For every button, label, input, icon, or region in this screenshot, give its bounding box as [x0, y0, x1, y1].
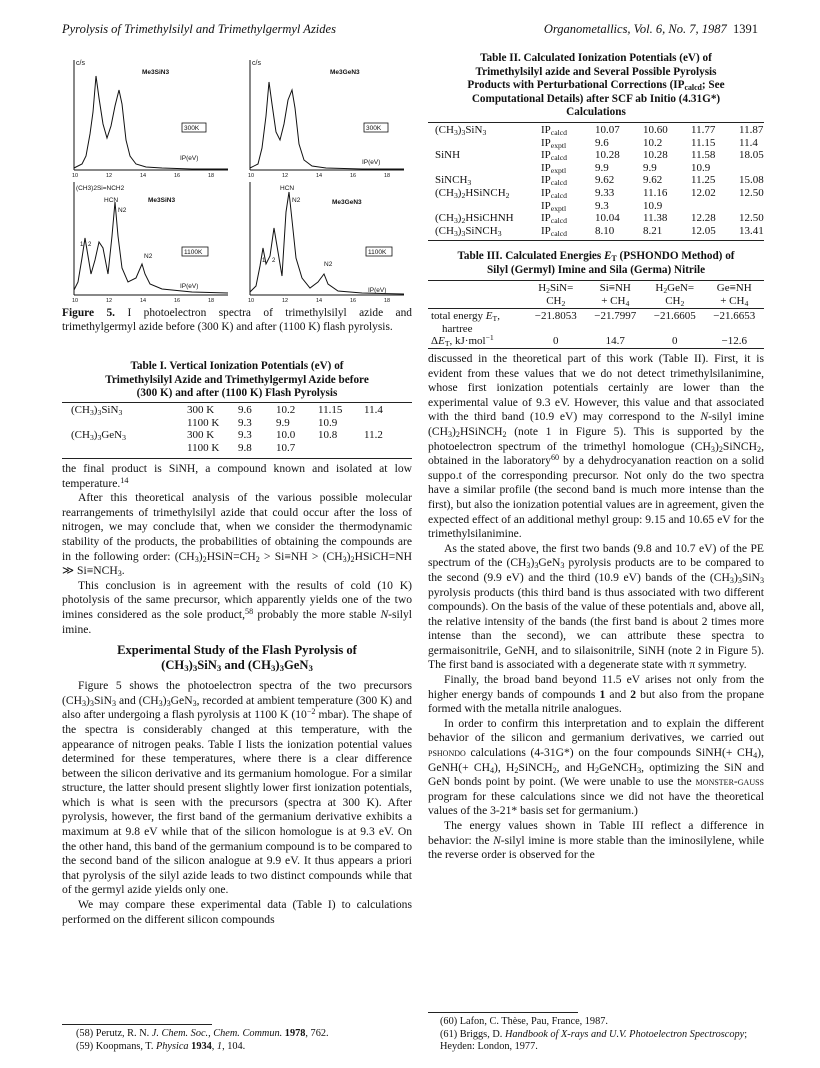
type-cell: $IP_{calcd}$	[541, 174, 567, 188]
table-row	[432, 225, 767, 238]
type-cell: $IP_{exptl}$	[541, 161, 567, 175]
value-cell: 9.3	[238, 416, 252, 429]
value-cell: 11.77	[691, 124, 716, 136]
value-cell: 8.21	[643, 224, 663, 237]
br-peak-n2b: N2	[324, 261, 333, 268]
value-cell: 10.0	[276, 429, 296, 442]
temp-cell: 300 K	[187, 404, 215, 416]
figure-caption-label: Figure 5.	[62, 307, 116, 319]
table-row	[432, 137, 767, 150]
value-cell: 12.28	[691, 212, 716, 225]
table-2-title-line: Table II. Calculated Ionization Potentials (eV) of	[480, 52, 712, 64]
tl-xlabel: IP(eV)	[180, 155, 199, 162]
svg-text:1: 1	[80, 242, 84, 248]
x-tick-label: 16	[174, 298, 181, 304]
x-tick-label: 16	[350, 298, 357, 304]
value-cell: 10.9	[318, 416, 338, 429]
value-cell: 11.15	[318, 404, 343, 416]
compound-cell: SiNH	[435, 149, 461, 162]
bl-xlabel: IP(eV)	[180, 283, 199, 290]
value-cell: 9.9	[276, 416, 290, 429]
value-cell: 9.9	[643, 161, 657, 174]
col-header: Si≡NH + $CH_4$	[599, 282, 631, 308]
value-cell: 10.04	[595, 212, 620, 225]
compound-cell: SiNCH$_3$	[435, 174, 472, 188]
table-row	[428, 310, 764, 323]
figure-5-spectra	[62, 52, 414, 304]
value-cell: 9.3	[238, 429, 252, 442]
value-cell: 9.8	[238, 441, 252, 454]
footnote-58: (58) Perutz, R. N. J. Chem. Soc., Chem. Commun. 1978, 762.	[76, 1028, 329, 1039]
value-cell: 10.2	[643, 136, 663, 149]
table-row	[68, 429, 386, 442]
table-row	[428, 335, 764, 348]
value-cell: 11.15	[691, 136, 716, 149]
x-tick-label: 18	[208, 173, 215, 179]
table-row	[428, 323, 764, 336]
value-cell: 14.7	[605, 335, 625, 348]
temp-cell: 1100 K	[187, 416, 220, 429]
bl-note: (CH3)2Si=NCH2	[76, 185, 125, 192]
tr-compound: Me3GeN3	[330, 69, 360, 76]
x-tick-label: 16	[174, 173, 181, 179]
paragraph: As the stated above, the first two bands (9.8 and 10.7 eV) of the PE spectrum of the $(CH_3)_3GeN_3$ pyrolysis products are to be compared to the second (9.9 eV) and the third (10.9 eV) bands of the $(CH_3)_3SiN_3$ pyrolysis products (this third band is thus associated with two different compounds). On the basis of the value of these potentials and, above all, the relative intensity of the bands (the first band is about 2 times more intense than the second), we can attribute these spectra to germaisonitrile, GeNH, and to silaisonitrile, SiNH (note 2 in Figure 5). The first band is associated with a degenerate state with π symmetry.	[428, 541, 764, 672]
table-row	[68, 417, 386, 430]
footnotes-right	[440, 1016, 764, 1054]
type-cell: $IP_{calcd}$	[541, 186, 567, 200]
figure-5-caption	[62, 306, 412, 334]
value-cell: 10.8	[318, 429, 338, 442]
value-cell: 10.60	[643, 124, 668, 136]
journal-citation: Organometallics, Vol. 6, No. 7, 1987	[543, 22, 727, 36]
temp-cell: 1100 K	[187, 441, 220, 454]
value-cell: 10.28	[643, 149, 668, 162]
value-cell: 10.9	[643, 199, 663, 212]
row-label: total energy $E_T$,	[431, 310, 500, 324]
bl-peak-n2: N2	[118, 207, 127, 214]
bl-compound: Me3SiN3	[148, 197, 176, 204]
table-1-title	[62, 360, 412, 401]
paragraph: We may compare these experimental data (Table I) to calculations performed on the different silicon compounds	[62, 898, 412, 926]
col-header: $H_2SiN=$ $CH_2$	[538, 282, 574, 308]
x-tick-label: 12	[106, 298, 113, 304]
table-2-rule	[428, 122, 764, 123]
x-tick-label: 10	[72, 173, 79, 179]
value-cell: 9.6	[595, 136, 609, 149]
x-tick-label: 14	[140, 298, 147, 304]
table-row	[432, 124, 767, 137]
bl-temp: 1100K	[184, 249, 203, 256]
compound-cell: $(CH_3)_2HSiNCH_2$	[435, 186, 510, 200]
type-cell: $IP_{calcd}$	[541, 224, 567, 238]
paragraph: the final product is SiNH, a compound known and isolated at low temperature.$^{14}$	[62, 462, 412, 490]
page-number: 1391	[733, 22, 758, 36]
x-tick-label: 18	[384, 298, 391, 304]
svg-text:2: 2	[272, 258, 276, 264]
table-1-title-line: Table I. Vertical Ionization Potentials (eV) of	[130, 360, 344, 372]
type-cell: $IP_{calcd}$	[541, 212, 567, 226]
table-3-title	[428, 250, 764, 277]
svg-text:2: 2	[88, 242, 92, 248]
value-cell: 18.05	[739, 149, 764, 162]
table-2-bottom-rule	[428, 240, 764, 241]
type-cell: $IP_{exptl}$	[541, 199, 567, 213]
br-compound: Me3GeN3	[332, 199, 362, 206]
bl-peak-hcn: HCN	[104, 197, 119, 204]
compound-cell: $(CH_3)_3GeN_3$	[71, 429, 126, 443]
x-tick-label: 10	[248, 298, 255, 304]
x-tick-label: 10	[248, 173, 255, 179]
x-tick-label: 10	[72, 298, 79, 304]
value-cell: 12.05	[691, 224, 716, 237]
br-temp: 1100K	[368, 249, 387, 256]
table-2-title	[428, 52, 764, 120]
value-cell: 9.62	[595, 174, 615, 187]
table-2-title-line: Trimethylsilyl azide and Several Possible Pyrolysis	[475, 65, 717, 78]
value-cell: 10.07	[595, 124, 620, 136]
paragraph: This conclusion is in agreement with the results of cold (10 K) photolysis of the same precursor, which apparently yields one of the two imines considered as the sole product,$^{58}$ probably the more stable N-silyl imine.	[62, 578, 413, 636]
table-row	[432, 149, 767, 162]
value-cell: 10.7	[276, 441, 296, 454]
br-xlabel: IP(eV)	[368, 287, 387, 294]
tr-temp: 300K	[366, 125, 382, 132]
x-tick-label: 14	[316, 298, 323, 304]
type-cell: $IP_{calcd}$	[541, 149, 567, 163]
value-cell: −21.7997	[594, 310, 637, 323]
value-cell: 12.50	[739, 186, 764, 199]
x-tick-label: 14	[316, 173, 323, 179]
type-cell: $IP_{exptl}$	[541, 136, 567, 150]
table-1	[68, 404, 386, 454]
value-cell: 12.50	[739, 212, 764, 225]
table-2-title-line: Computational Details) after SCF ab Initio (4.31G*)	[471, 92, 721, 105]
table-row	[68, 442, 386, 455]
tl-temp: 300K	[184, 125, 200, 132]
x-tick-label: 18	[384, 173, 391, 179]
x-tick-label: 12	[106, 173, 113, 179]
value-cell: 10.28	[595, 149, 620, 162]
value-cell: −21.6605	[653, 310, 696, 323]
footnote-59: (59) Koopmans, T. Physica 1934, 1, 104.	[76, 1040, 246, 1052]
table-row	[432, 174, 767, 187]
table-row	[432, 187, 767, 200]
paragraph: Figure 5 shows the photoelectron spectra of the two precursors $(CH_3)_3SiN_3$ and $(CH_3)_3GeN_3$, recorded at ambient temperature (300 K) and also after undergoing a flash pyrolysis at 1100 K ($10^{-2}$ mbar). The shape of the spectra is considerably changed at this temperature, with the appearance of nitrogen peaks. Table I lists the ionization potential values determined for these temperatures, where there is a clear difference between the silicon derivative and its germanium homologue. For a similar structure, the latter should present slightly lower first ionization potentials, which is what is seen with the precursors (spectra at 300 K). After pyrolysis, however, the first band of the germanium derivative exhibits a maximum at 9.8 eV while that of the silicon homologue is at 9.3 eV. On the other hand, this band of the germanium compound is to be compared to the second band of the silicon analogue at 9.9 eV. It thus appears a priori that pyrolysis of the silyl azide leads to two distinct compounds while that of the germyl azide yields only one.	[62, 679, 412, 897]
value-cell: 11.87	[739, 124, 764, 136]
value-cell: 8.10	[595, 224, 615, 237]
paragraph: Finally, the broad band beyond 11.5 eV arises not only from the higher energy bands of compounds 1 and 2 but also from the propane formed with the metalla nitrile analogues.	[428, 673, 765, 716]
col-header: Ge≡NH + $CH_4$	[716, 282, 752, 308]
table-row	[432, 200, 767, 213]
type-cell: $IP_{calcd}$	[541, 124, 567, 137]
value-cell: 12.02	[691, 186, 716, 199]
br-peak-hcn: HCN	[280, 185, 295, 192]
x-tick-label: 16	[350, 173, 357, 179]
paragraph: After this theoretical analysis of the various possible molecular rearrangements of trimethylsilyl azide that could occur after the loss of nitrogen, we may conclude that, when we consider the thermodynamic stability of the products, the probabilities of obtaining the compounds are in the following order: $(CH_3)_2HSiN=CH_2 > Si\equiv NH$ > $(CH_3)_2HSiCH=NH$ ≫ $Si\equiv NCH_3$.	[62, 491, 413, 579]
tl-compound: Me3SiN3	[142, 69, 170, 76]
table-1-title-line: (300 K) and after (1100 K) Flash Pyrolysis	[136, 387, 338, 400]
value-cell: 0	[553, 335, 559, 348]
value-cell: 11.25	[691, 174, 716, 187]
section-heading: Experimental Study of the Flash Pyrolysis of $(CH_3)_3SiN_3$ and $(CH_3)_3GeN_3$	[117, 643, 357, 674]
value-cell: −12.6	[721, 335, 747, 348]
x-tick-label: 12	[282, 298, 289, 304]
table-3	[428, 282, 764, 348]
value-cell: 10.9	[691, 161, 711, 174]
value-cell: 11.38	[643, 212, 668, 225]
value-cell: 13.41	[739, 224, 764, 237]
value-cell: 9.3	[595, 199, 609, 212]
table-2	[432, 124, 767, 237]
table-1-rule	[62, 402, 412, 403]
table-3-title-line: Silyl (Germyl) Imine and Sila (Germa) Nitrile	[486, 263, 706, 276]
value-cell: 11.4	[364, 404, 383, 416]
right-column	[428, 352, 764, 863]
y-axis-label-2: c/s	[252, 60, 261, 67]
y-axis-label: c/s	[76, 60, 85, 67]
table-3-title-line: Table III. Calculated Energies $E_T$ (PSHONDO Method) of	[457, 250, 735, 263]
running-head-title: Pyrolysis of Trimethylsilyl and Trimethylgermyl Azides	[62, 22, 336, 36]
value-cell: 11.16	[643, 186, 668, 199]
paragraph: discussed in the theoretical part of this work (Table II). First, it is evident from these values that we do not detect trimethylsilanimine, whose first ionization potentials certainly are lower than the experimental value of 9.3 eV. However, this value and that associated with the third band (10.9 eV) may correspond to the N-silyl imine $(CH_3)_2HSiNCH_2$ (note 1 in Figure 5). This is supported by the photoelectron spectrum of the trimethyl homologue $(CH_3)_2SiNCH_2$, obtained in the laboratory$^{60}$ by a dehydrocyanation reaction on a solid suppo.t of the corresponding precursor. Not only do the two spectra have a similar profile (the second band is much more intense than the first), but also the ionization potential values are in agreement, given the expected effect of an additional methyl group: 9.15 and 10.65 eV for the trimethylsilanimine.	[428, 352, 765, 541]
bl-peak-n2b: N2	[144, 253, 153, 260]
table-row	[68, 404, 386, 417]
table-1-title-line: Trimethylsilyl Azide and Trimethylgermyl Azide before	[105, 373, 369, 386]
compound-cell: $(CH_3)_3SiNCH_3$	[435, 224, 502, 238]
value-cell: 10.2	[276, 404, 296, 416]
table-2-title-line: Calculations	[566, 106, 626, 119]
table-2-title-line: Products with Perturbational Corrections ($IP_{calcd}$; See	[467, 79, 725, 93]
table-row	[432, 212, 767, 225]
value-cell: 11.4	[739, 136, 758, 149]
col-header: $H_2GeN=$ $CH_2$	[655, 282, 695, 308]
br-peak-n2: N2	[292, 197, 301, 204]
table-row	[432, 162, 767, 175]
value-cell: 11.58	[691, 149, 716, 162]
svg-text:1: 1	[262, 258, 266, 264]
tr-xlabel: IP(eV)	[362, 159, 381, 166]
value-cell: 0	[672, 335, 678, 348]
paragraph: In order to confirm this interpretation and to explain the different behavior of the silicon and germanium derivatives, we carried out pshondo calculations (4-31G*) on the four compounds SiNH(+ $CH_4$), GeNH(+ $CH_4$), $H_2SiNCH_2$, and $H_2GeNCH_3$, optimizing the SiN and GeN bonds point by point. (We were unable to use the monster-gauss program for these calculations since we did not have the theoretical values of the 3-21* basis set for germanium.)	[428, 716, 764, 818]
footnote-60: (60) Lafon, C. Thèse, Pau, France, 1987.	[440, 1016, 608, 1027]
footnote-rule-left	[62, 1024, 212, 1025]
value-cell: 15.08	[739, 174, 764, 187]
table-1-bottom-rule	[62, 458, 412, 459]
table-header-row	[428, 282, 764, 307]
value-cell: 11.2	[364, 429, 383, 442]
x-tick-label: 18	[208, 298, 215, 304]
row-label: hartree	[442, 322, 473, 335]
table-3-bottom-rule	[428, 348, 764, 349]
running-head-journal	[538, 22, 758, 37]
left-column	[62, 462, 412, 927]
compound-cell: $(CH_3)_3SiN_3$	[71, 404, 123, 417]
x-tick-label: 14	[140, 173, 147, 179]
temp-cell: 300 K	[187, 429, 215, 442]
value-cell: −21.8053	[534, 310, 577, 323]
compound-cell: $(CH_3)_3SiN_3$	[435, 124, 487, 137]
row-label: $\Delta E_T$, kJ·mol$^{-1}$	[431, 333, 494, 349]
footnote-61: (61) Briggs, D. Handbook of X-rays and U.V. Photoelectron Spectroscopy; Heyden: London, 1977.	[440, 1028, 748, 1053]
value-cell: 9.62	[643, 174, 663, 187]
value-cell: −21.6653	[713, 310, 756, 323]
table-3-rule	[428, 280, 764, 281]
footnote-rule-right	[428, 1012, 578, 1013]
x-tick-label: 12	[282, 173, 289, 179]
footnotes-left	[76, 1028, 416, 1053]
paragraph: The energy values shown in Table III reflect a difference in behavior: the N-silyl imine is more stable than the iminosilylene, while the reverse order is observed for the	[428, 819, 764, 862]
value-cell: 9.9	[595, 161, 609, 174]
compound-cell: $(CH_3)_2HSiCHNH$	[435, 212, 514, 226]
figure-caption-text: I photoelectron spectra of trimethylsilyl azide and trimethylgermyl azide before (300 K) and after (1100 K) flash pyrolysis.	[62, 307, 412, 333]
value-cell: 9.6	[238, 404, 252, 416]
value-cell: 9.33	[595, 186, 615, 199]
